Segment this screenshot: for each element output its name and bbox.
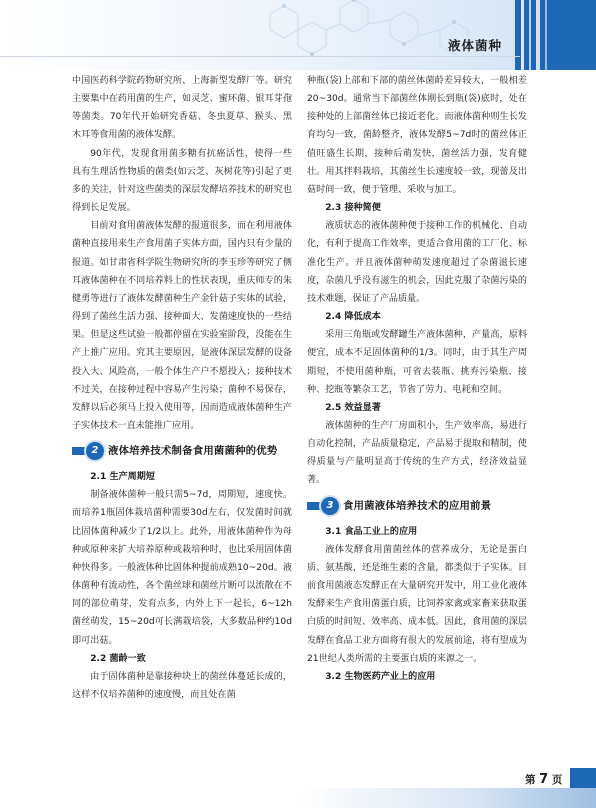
subsection-title: 2.1 生产周期短 <box>90 472 155 483</box>
paragraph: 采用三角瓶或发酵罐生产液体菌种，产量高，原料便宜，成本不足固体菌种的1/3。同时，由于其生产周期短，不使用菌种瓶，可省去装瓶、挑弃污染瓶、接种、挖瓶等繁杂工艺，节省了劳力、电耗和空间。 <box>307 330 527 395</box>
subsection-title: 2.5 效益显著 <box>325 402 381 413</box>
section-heading <box>72 437 292 465</box>
paragraph: 制备液体菌种一般只需5~7d，周期短，速度快。而培养1瓶固体栽培菌种需要30d左右，仅发菌时间就比固体菌种减少了1/2以上。此外，用液体菌种作为母种或原种来扩大培养原种或栽培种时，也比采用固体菌种快得多。一般液体种比固体种提前成熟10~20d。液体菌种有流动性，各个菌丝球和菌丝片断可以流散在不同的部位萌芽，发育点多，内外上下一起长，6~12h菌丝萌发，15~20d可长满栽培袋，大多数品种约10d即可出菇。 <box>72 490 292 646</box>
section-heading <box>307 492 527 520</box>
section-bar-decoration <box>307 502 321 510</box>
page-prefix: 第 <box>525 774 536 786</box>
section-number-badge: 2 <box>86 442 104 460</box>
subsection-title: 2.3 接种简便 <box>325 203 381 214</box>
left-column <box>72 72 292 704</box>
paragraph: 液体菌种的生产厂房面积小，生产效率高，易进行自动化控制，产品质量稳定，产品易于提取和精制，使得质量与产量明显高于传统的生产方式，经济效益显著。 <box>307 420 527 486</box>
running-header-title: 液体菌种 <box>448 38 503 53</box>
paragraph: 90年代，发现食用菌多糖有抗癌活性，使得一些具有生理活性物质的菌类(如云芝、灰树花等)引起了更多的关注，针对这些菌类的深层发酵培养技术的研究也得到长足发展。 <box>72 148 292 214</box>
paragraph: 液体发酵食用菌菌丝体的营养成分，无论是蛋白质、氨基酸，还是维生素的含量，都类似于子实体。目前食用菌液态发酵正在大量研究开发中，用工业化液体发酵来生产食用菌蛋白质，比饲养家禽或家畜来获取蛋白质的时间短、效率高、成本低。因此，食用菌的深层发酵在食品工业方面将有很大的发展前途，将有望成为21世纪人类所需的主要蛋白质的来源之一。 <box>307 544 527 664</box>
subsection-title: 3.2 生物医药产业上的应用 <box>325 671 436 682</box>
footer-accent-box <box>570 768 596 788</box>
section-title: 液体培养技术制备食用菌菌种的优势 <box>108 445 278 458</box>
page-suffix: 页 <box>551 774 563 786</box>
section-title: 食用菌液体培养技术的应用前景 <box>343 499 492 512</box>
section-bar-decoration <box>72 447 86 455</box>
paragraph: 中国医药科学院药物研究所、上海新型发酵厂等。研究主要集中在药用菌的生产，如灵芝、蜜环菌、银耳芽孢等菌类。70年代开始研究香菇、冬虫夏草、猴头、黑木耳等食用菌的液体发酵。 <box>72 76 292 141</box>
page-number-value: 7 <box>539 772 549 787</box>
header-stripes-decoration <box>515 0 596 70</box>
header-divider <box>0 56 520 57</box>
subsection-title: 2.4 降低成本 <box>325 312 381 323</box>
subsection-title: 3.1 食品工业上的应用 <box>325 526 418 537</box>
paragraph: 种瓶(袋)上部和下部的菌丝体菌龄差异较大，一般相差20~30d。通常当下部菌丝体刚长到瓶(袋)底时，处在接种处的上部菌丝体已接近老化。而液体菌种则生长发育均匀一致，菌龄整齐，液体发酵5~7d时的菌丝体正值旺盛生长期，接种后萌发快，菌丝活力强，发育健壮。用其拌料栽培，其菌丝生长速度较一致，现蕾及出菇时间一致，便于管理、采收与加工。 <box>307 76 527 195</box>
paragraph: 目前对食用菌液体发酵的报道很多，而在利用液体菌种直接用来生产食用菌子实体方面，国内只有少量的报道。如甘肃省科学院生物研究所的李玉珍等研究了侧耳液体菌种在不同培养料上的性状表现，重庆师专的朱健勇等进行了液体发酵菌种生产金针菇子实体的试验，得到了菌丝生活力强、接种面大、发菌速度快的一些结果。但是这些试验一般都停留在实验室阶段，没能在生产上推广应用。究其主要原因，是液体深层发酵的设备投入大、风险高，一般个体生产户不愿投入；接种技术不过关，在接种过程中容易产生污染；菌种不易保存，发酵以后必须马上投入使用等，因而造成液体菌种生产子实体技术一直未能推广应用。 <box>72 221 292 431</box>
page-number <box>525 772 562 787</box>
right-column <box>307 72 527 686</box>
section-number-badge: 3 <box>321 497 339 515</box>
footer-band <box>0 788 596 808</box>
paragraph: 液质状态的液体菌种便于接种工作的机械化、自动化，有利于提高工作效率，更适合食用菌的工厂化、标准化生产。并且液体菌种萌发速度超过了杂菌滋长速度，杂菌几乎没有滋生的机会，因此克服了杂菌污染的技术难题，保证了产品质量。 <box>307 221 527 304</box>
subsection-title: 2.2 菌龄一致 <box>90 653 146 664</box>
paragraph: 由于固体菌种是靠接种块上的菌丝体蔓延长成的，这样不仅培养菌种的速度慢，而且处在菌 <box>72 671 292 700</box>
